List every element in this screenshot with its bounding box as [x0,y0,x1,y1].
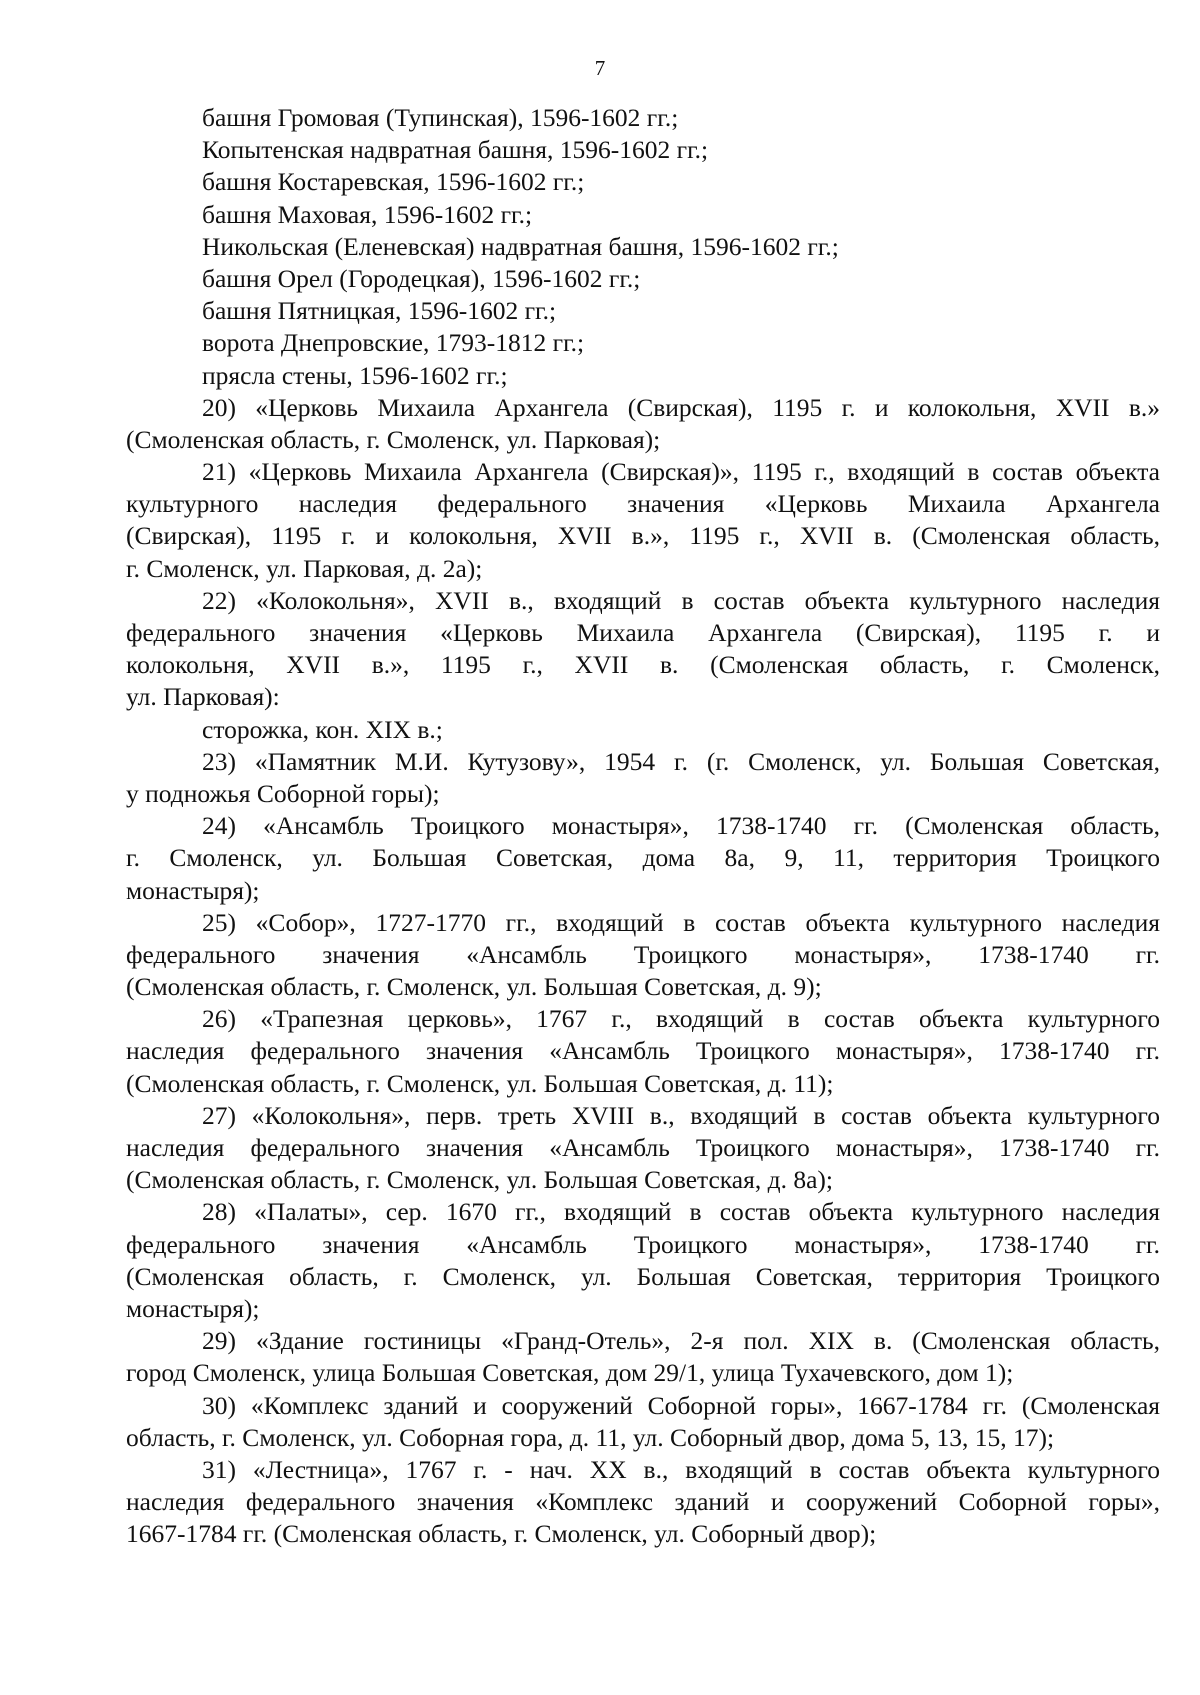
paragraph-line: федерального значения «Ансамбль Троицкого монастыря», 1738-1740 гг. [126,1229,1160,1259]
paragraph-line: 29) «Здание гостиницы «Гранд-Отель», 2-я пол. XIX в. (Смоленская область, [202,1326,1160,1356]
paragraph-line: (Смоленская область, г. Смоленск, ул. Большая Советская, д. 8а); [126,1165,833,1195]
list-item: Никольская (Еленевская) надвратная башня, 1596-1602 гг.; [202,231,839,261]
paragraph-line: монастыря); [126,1293,260,1323]
paragraph-line: 21) «Церковь Михаила Архангела (Свирская)», 1195 г., входящий в состав объекта [202,457,1160,487]
paragraph-line: 31) «Лестница», 1767 г. - нач. XX в., входящий в состав объекта культурного [202,1454,1160,1484]
paragraph-line: 26) «Трапезная церковь», 1767 г., входящий в состав объекта культурного [202,1004,1160,1034]
paragraph-line: ул. Парковая): [126,682,280,712]
paragraph-line: монастыря); [126,875,260,905]
list-item: Копытенская надвратная башня, 1596-1602 гг.; [202,135,709,165]
paragraph-line: (Смоленская область, г. Смоленск, ул. Большая Советская, территория Троицкого [126,1261,1160,1291]
paragraph-item-31 [126,1454,1160,1551]
paragraph-item-22 [126,585,1160,714]
paragraph-line: г. Смоленск, ул. Большая Советская, дома 8а, 9, 11, территория Троицкого [126,843,1160,873]
paragraph-line: (Смоленская область, г. Смоленск, ул. Большая Советская, д. 9); [126,972,822,1002]
paragraph-item-20 [126,392,1160,456]
paragraph-line: 1667-1784 гг. (Смоленская область, г. Смоленск, ул. Соборный двор); [126,1519,877,1549]
paragraph-line: 22) «Колокольня», XVII в., входящий в состав объекта культурного наследия [202,585,1160,615]
paragraph-line: 27) «Колокольня», перв. треть XVIII в., входящий в состав объекта культурного [202,1100,1160,1130]
paragraph-line: 28) «Палаты», сер. 1670 гг., входящий в состав объекта культурного наследия [202,1197,1160,1227]
paragraph-line: 25) «Собор», 1727-1770 гг., входящий в состав объекта культурного наследия [202,907,1160,937]
paragraph-line: наследия федерального значения «Ансамбль Троицкого монастыря», 1738-1740 гг. [126,1133,1160,1162]
page-number: 7 [594,56,606,80]
list-item: ворота Днепровские, 1793-1812 гг.; [202,328,585,358]
paragraph-item-28 [126,1196,1160,1325]
paragraph-item-25 [126,907,1160,1004]
paragraph-line: г. Смоленск, ул. Парковая, д. 2а); [126,553,483,583]
paragraph-item-24 [126,810,1160,907]
document-body [126,102,1160,1550]
list-item: прясла стены, 1596-1602 гг.; [202,360,508,390]
list-item: башня Орел (Городецкая), 1596-1602 гг.; [202,263,641,293]
paragraph-item-30 [126,1390,1160,1454]
paragraph-item-26 [126,1003,1160,1100]
paragraph-line: федерального значения «Церковь Михаила Архангела (Свирская), 1195 г. и [126,618,1160,647]
paragraph-item-27 [126,1100,1160,1197]
paragraph-line: область, г. Смоленск, ул. Соборная гора, д. 11, ул. Соборный двор, дома 5, 13, 15, 17); [126,1422,1055,1452]
paragraph-line: 24) «Ансамбль Троицкого монастыря», 1738-1740 гг. (Смоленская область, [202,811,1160,841]
paragraph-item-21 [126,456,1160,585]
paragraph-line: сторожка, кон. XIX в.; [202,714,443,744]
paragraph-line: культурного наследия федерального значения «Церковь Михаила Архангела [126,489,1160,519]
paragraph-line: (Свирская), 1195 г. и колокольня, XVII в.», 1195 г., XVII в. (Смоленская область, [126,521,1160,551]
list-item: башня Пятницкая, 1596-1602 гг.; [202,296,557,326]
paragraph-line: город Смоленск, улица Большая Советская, дом 29/1, улица Тухачевского, дом 1); [126,1358,1014,1388]
paragraph-line: 30) «Комплекс зданий и сооружений Соборной горы», 1667-1784 гг. (Смоленская [202,1390,1160,1420]
paragraph-item-sub [126,714,1160,746]
list-item: башня Громовая (Тупинская), 1596-1602 гг.; [202,103,679,132]
paragraph-line: колокольня, XVII в.», 1195 г., XVII в. (Смоленская область, г. Смоленск, [126,650,1160,680]
paragraph-line: у подножья Соборной горы); [126,778,440,808]
paragraph-line: наследия федерального значения «Ансамбль Троицкого монастыря», 1738-1740 гг. [126,1036,1160,1066]
paragraph-item-29 [126,1325,1160,1389]
paragraph-line: 20) «Церковь Михаила Архангела (Свирская), 1195 г. и колокольня, XVII в.» [202,392,1160,422]
list-item: башня Костаревская, 1596-1602 гг.; [202,167,585,197]
paragraph-item-23 [126,746,1160,810]
list-item: башня Маховая, 1596-1602 гг.; [202,199,533,229]
paragraph-line: федерального значения «Ансамбль Троицкого монастыря», 1738-1740 гг. [126,939,1160,969]
paragraph-line: (Смоленская область, г. Смоленск, ул. Парковая); [126,424,661,454]
paragraph-line: 23) «Памятник М.И. Кутузову», 1954 г. (г. Смоленск, ул. Большая Советская, [202,746,1160,776]
paragraph-line: наследия федерального значения «Комплекс зданий и сооружений Соборной горы», [126,1487,1160,1517]
paragraph-line: (Смоленская область, г. Смоленск, ул. Большая Советская, д. 11); [126,1068,834,1098]
